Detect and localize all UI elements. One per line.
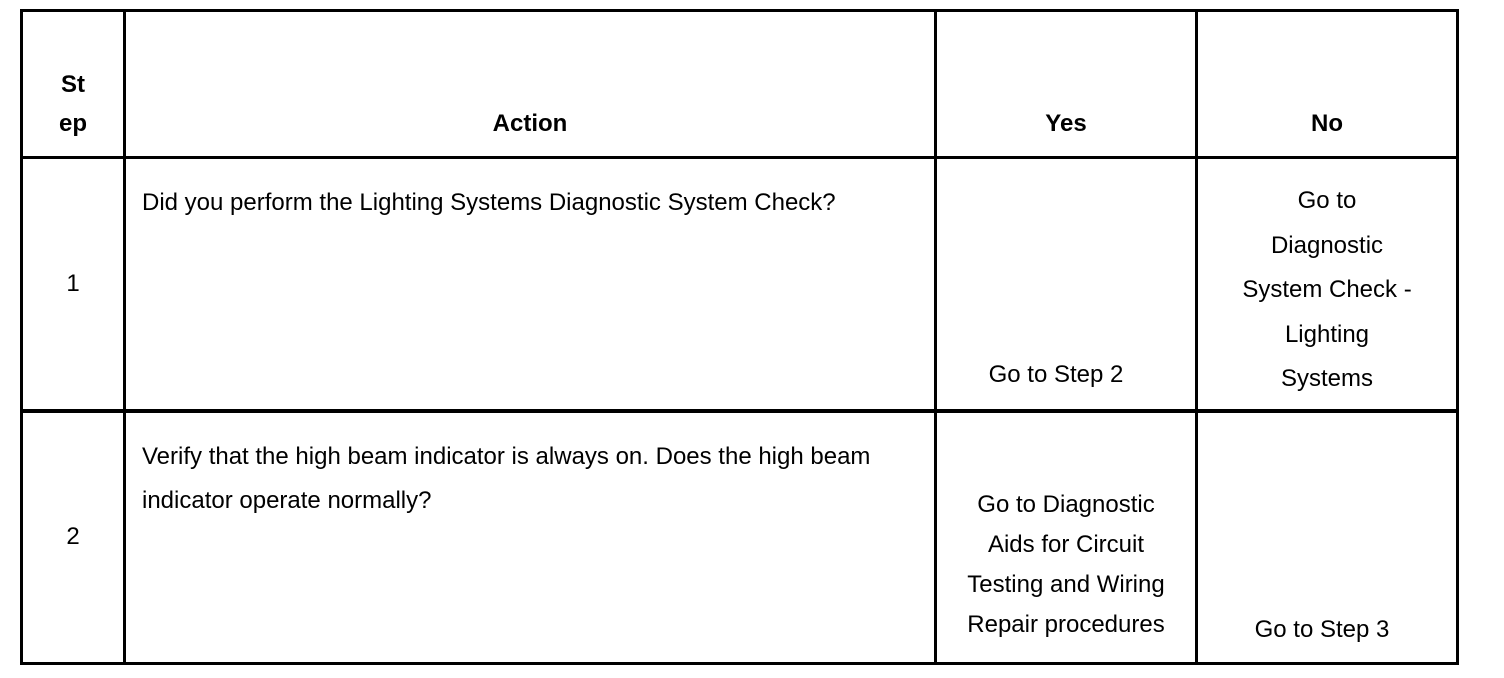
yes-column-header: Yes xyxy=(936,11,1197,158)
yes-cell xyxy=(936,411,1197,664)
table-header-row xyxy=(22,11,1458,158)
action-text: Did you perform the Lighting Systems Diagnostic System Check? xyxy=(125,158,936,411)
no-column-header: No xyxy=(1197,11,1458,158)
no-cell xyxy=(1197,411,1458,664)
table-row xyxy=(22,411,1458,664)
yes-cell xyxy=(936,158,1197,411)
yes-result: Go to Step 2 xyxy=(988,360,1124,388)
no-result-line: Lighting xyxy=(1284,320,1370,348)
table-row xyxy=(22,158,1458,411)
step-header-line-2: ep xyxy=(58,110,87,137)
step-column-header xyxy=(22,11,125,158)
yes-result-line: Aids for Circuit xyxy=(987,530,1145,558)
step-number: 1 xyxy=(22,158,125,411)
action-column-header: Action xyxy=(125,11,936,158)
diagnostic-table xyxy=(20,9,1459,665)
no-result-line: System Check - xyxy=(1242,276,1412,303)
yes-result-line: Repair procedures xyxy=(967,610,1165,638)
step-number: 2 xyxy=(22,411,125,664)
no-result: Go to Step 3 xyxy=(1254,616,1390,643)
action-text: Verify that the high beam indicator is always on. Does the high beam indicator operate normally? xyxy=(125,411,936,664)
no-cell xyxy=(1197,158,1458,411)
no-result-line: Go to xyxy=(1297,187,1357,214)
yes-result-line: Go to Diagnostic xyxy=(977,490,1155,518)
yes-result-line: Testing and Wiring xyxy=(967,570,1165,598)
step-header-line-1: St xyxy=(61,71,85,98)
no-result-line: Diagnostic xyxy=(1270,231,1384,259)
no-result-line: Systems xyxy=(1280,365,1373,392)
